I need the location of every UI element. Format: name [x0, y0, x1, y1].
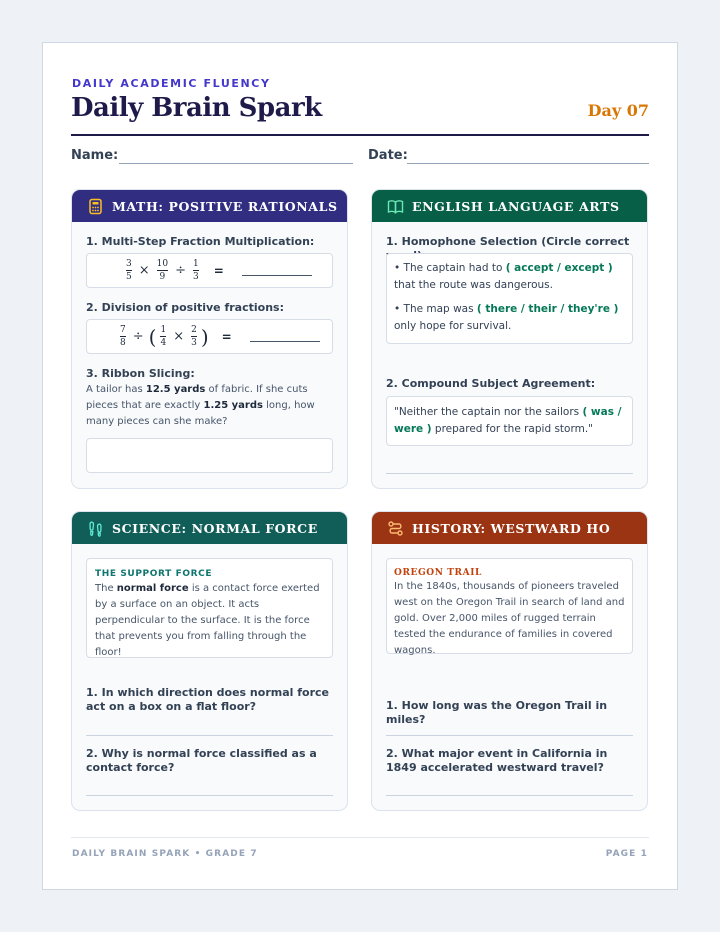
math-card-header — [72, 190, 347, 222]
ela-homophone-box — [386, 253, 633, 344]
name-label: Name: — [71, 148, 119, 163]
history-card-title: HISTORY: WESTWARD HO — [412, 520, 611, 536]
ela-choice-2[interactable]: ( there / their / they're ) — [476, 303, 619, 315]
history-info-box — [386, 558, 633, 654]
ela-card — [371, 189, 648, 489]
math-card — [71, 189, 348, 489]
ela-sentence-2: • The map was ( there / their / they're ) only hope for survival. — [394, 303, 619, 332]
math-q3-answer-box[interactable] — [86, 438, 333, 473]
history-kicker: OREGON TRAIL — [394, 568, 482, 578]
name-field[interactable] — [119, 163, 353, 164]
title-divider — [71, 134, 649, 136]
math-card-title: MATH: POSITIVE RATIONALS — [112, 198, 338, 214]
math-q1-expression: $\frac{3}{5}$ × $\frac{10}{9}$ ÷ $\frac{1}{3}$ = — [86, 253, 333, 288]
ela-choice-1[interactable]: ( accept / except ) — [505, 262, 613, 274]
open-book-icon — [387, 198, 404, 215]
science-card-header — [72, 512, 347, 544]
science-q1-answer-line[interactable] — [86, 735, 333, 736]
science-card — [71, 511, 348, 811]
science-q2-label: 2. Why is normal force classified as a contact force? — [86, 747, 317, 774]
math-q3-text: A tailor has 12.5 yards of fabric. If she cuts pieces that are exactly 1.25 yards long, how many pieces can she make? — [86, 384, 315, 427]
eyebrow-label: DAILY ACADEMIC FLUENCY — [72, 77, 271, 90]
ela-card-header — [372, 190, 647, 222]
history-q1-answer-line[interactable] — [386, 735, 633, 736]
footer-divider — [71, 837, 649, 838]
science-card-title: SCIENCE: NORMAL FORCE — [112, 520, 318, 536]
worksheet-page — [42, 42, 678, 890]
ela-choice-3[interactable]: ( was / were ) — [394, 406, 622, 435]
history-text: In the 1840s, thousands of pioneers traveled west on the Oregon Trail in search of land and gold. Over 2,000 miles of rugged terrain tested the endurance of families in covered wagons. — [394, 581, 625, 656]
science-q1-label: 1. In which direction does normal force act on a box on a flat floor? — [86, 686, 329, 713]
ela-answer-line[interactable] — [386, 473, 633, 474]
history-q2-answer-line[interactable] — [386, 795, 633, 796]
page-number: PAGE 1 — [605, 849, 648, 859]
history-card-header — [372, 512, 647, 544]
route-icon — [387, 520, 404, 537]
science-q2-answer-line[interactable] — [86, 795, 333, 796]
math-q1-label: 1. Multi-Step Fraction Multiplication: — [86, 235, 315, 248]
math-q2-expression: $\frac{7}{8}$ ÷ ( $\frac{1}{4}$ × $\frac{2}{3}$ ) = — [86, 319, 333, 354]
math-q2-answer-blank[interactable] — [250, 341, 320, 342]
date-field[interactable] — [407, 163, 649, 164]
day-badge: Day 07 — [587, 101, 649, 120]
footprints-icon — [87, 520, 104, 537]
history-card — [371, 511, 648, 811]
footer-left: DAILY BRAIN SPARK • GRADE 7 — [72, 849, 258, 859]
page-title: Daily Brain Spark — [71, 93, 322, 123]
history-q2-label: 2. What major event in California in 1849 accelerated westward travel? — [386, 747, 608, 774]
date-label: Date: — [368, 148, 408, 163]
science-info-box — [86, 558, 333, 658]
science-kicker: THE SUPPORT FORCE — [95, 569, 213, 579]
math-q3-label: 3. Ribbon Slicing: — [86, 367, 195, 380]
ela-agreement-box: "Neither the captain nor the sailors ( was / were ) prepared for the rapid storm." — [386, 396, 633, 446]
ela-q2-label: 2. Compound Subject Agreement: — [386, 377, 596, 390]
ela-card-title: ENGLISH LANGUAGE ARTS — [412, 198, 620, 214]
math-q2-label: 2. Division of positive fractions: — [86, 301, 284, 314]
calculator-icon — [87, 198, 104, 215]
math-q1-answer-blank[interactable] — [242, 275, 312, 276]
ela-q1-label: 1. Homophone Selection (Circle correct — [386, 235, 630, 248]
ela-sentence-1: • The captain had to ( accept / except ) that the route was dangerous. — [394, 262, 613, 291]
science-text: The normal force is a contact force exerted by a surface on an object. It acts perpendicular to the surface. It is the force that prevents you from falling through the floor! — [95, 583, 320, 658]
history-q1-label: 1. How long was the Oregon Trail in miles? — [386, 699, 608, 726]
